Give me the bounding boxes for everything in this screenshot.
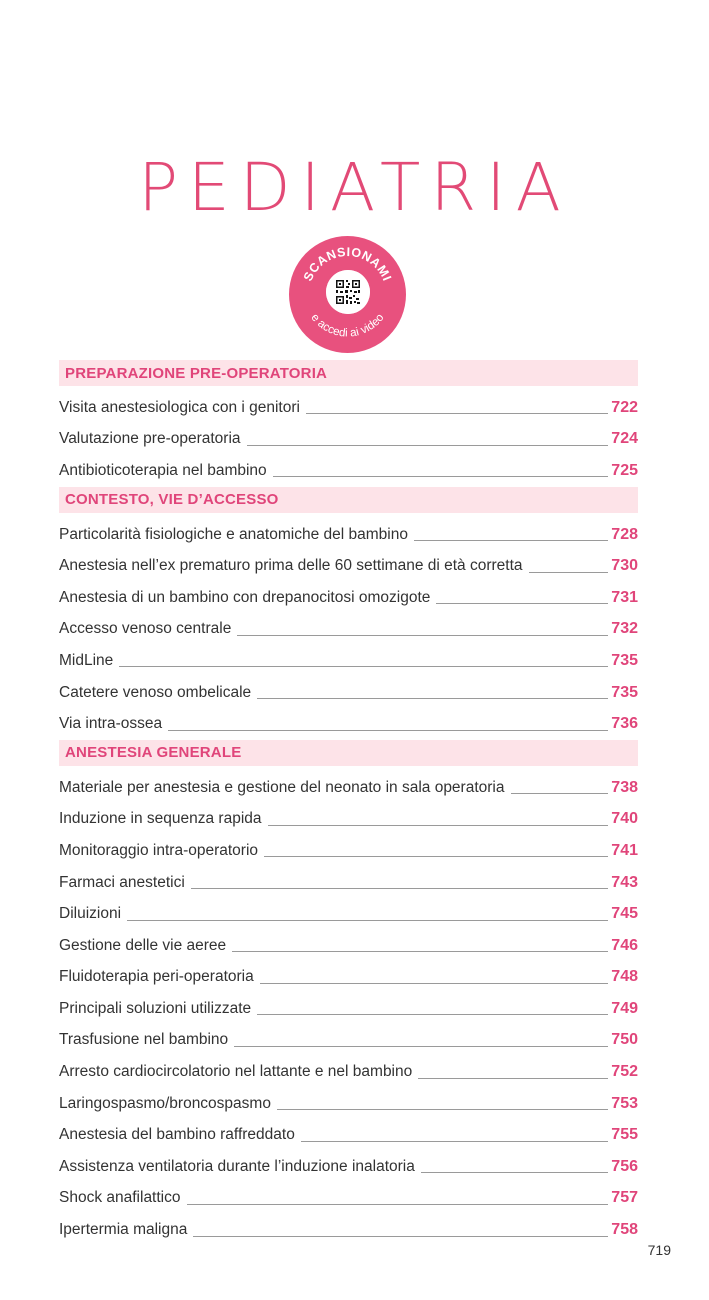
dot-leader — [232, 951, 608, 952]
toc-entry[interactable] — [59, 424, 638, 456]
toc-entry[interactable] — [59, 1214, 638, 1246]
toc-entry-label: Trasfusione nel bambino — [59, 1031, 229, 1049]
toc-entry-page: 741 — [611, 841, 638, 859]
toc-entry-label: Arresto cardiocircolatorio nel lattante e nel bambino — [59, 1063, 413, 1081]
dot-leader — [418, 1078, 608, 1079]
toc-entry-page: 753 — [611, 1094, 638, 1112]
dot-leader — [301, 1141, 608, 1142]
toc-entry-label: Ipertermia maligna — [59, 1221, 188, 1239]
dot-leader — [168, 730, 608, 731]
toc-entry-page: 755 — [611, 1126, 638, 1144]
dot-leader — [127, 920, 608, 921]
toc-entry-page: 740 — [611, 810, 638, 828]
toc-entry-label: Fluidoterapia peri-operatoria — [59, 968, 254, 986]
dot-leader — [187, 1204, 609, 1205]
toc-entry[interactable] — [59, 677, 638, 709]
dot-leader — [257, 1014, 608, 1015]
toc-entry[interactable] — [59, 455, 638, 487]
toc-entry-label: Valutazione pre-operatoria — [59, 430, 241, 448]
toc-entry-page: 722 — [611, 398, 638, 416]
toc-entry-label: Farmaci anestetici — [59, 873, 185, 891]
toc-entry[interactable] — [59, 867, 638, 899]
dot-leader — [277, 1109, 608, 1110]
dot-leader — [260, 983, 608, 984]
toc-entry[interactable] — [59, 645, 638, 677]
dot-leader — [257, 698, 608, 699]
dot-leader — [268, 825, 608, 826]
toc-entry-page: 748 — [611, 968, 638, 986]
toc-entry-label: Principali soluzioni utilizzate — [59, 999, 252, 1017]
toc-entry-page: 756 — [611, 1157, 638, 1175]
toc-entry-label: Anestesia di un bambino con drepanocitosi omozigote — [59, 588, 431, 606]
toc-entry-label: Accesso venoso centrale — [59, 620, 232, 638]
qr-code[interactable] — [326, 270, 370, 314]
toc-entry-page: 730 — [611, 557, 638, 575]
dot-leader — [436, 603, 608, 604]
toc-entry-page: 758 — [611, 1221, 638, 1239]
toc-entry[interactable] — [59, 835, 638, 867]
dot-leader — [273, 476, 608, 477]
toc-entry-label: MidLine — [59, 651, 114, 669]
dot-leader — [193, 1236, 608, 1237]
toc-entry[interactable] — [59, 1056, 638, 1088]
dot-leader — [119, 666, 608, 667]
dot-leader — [529, 572, 608, 573]
toc-entry-label: Shock anafilattico — [59, 1189, 181, 1207]
toc-entry[interactable] — [59, 614, 638, 646]
toc-entry-page: 749 — [611, 999, 638, 1017]
svg-text:e accedi ai video — [308, 312, 386, 340]
toc-entry[interactable] — [59, 392, 638, 424]
section-heading: CONTESTO, VIE D’ACCESSO — [59, 487, 638, 513]
toc-entry-label: Anestesia nell’ex prematuro prima delle 60 settimane di età corretta — [59, 557, 523, 575]
toc-entry[interactable] — [59, 898, 638, 930]
dot-leader — [421, 1172, 608, 1173]
toc-entry[interactable] — [59, 962, 638, 994]
badge-bottom-text: e accedi ai video — [308, 311, 387, 340]
toc-entry-label: Monitoraggio intra-operatorio — [59, 841, 259, 859]
toc-entry-page: 728 — [611, 525, 638, 543]
toc-entry[interactable] — [59, 1151, 638, 1183]
toc-entry-label: Induzione in sequenza rapida — [59, 810, 262, 828]
toc-entry[interactable] — [59, 708, 638, 740]
dot-leader — [191, 888, 608, 889]
toc-entry[interactable] — [59, 1183, 638, 1215]
toc-entry[interactable] — [59, 804, 638, 836]
toc-entry-label: Diluizioni — [59, 905, 122, 923]
toc-entry[interactable] — [59, 1025, 638, 1057]
toc-entry-page: 750 — [611, 1031, 638, 1049]
toc-entry-label: Visita anestesiologica con i genitori — [59, 398, 300, 416]
dot-leader — [247, 445, 608, 446]
dot-leader — [264, 856, 608, 857]
toc-entry-label: Catetere venoso ombelicale — [59, 683, 252, 701]
page-number: 719 — [647, 1242, 671, 1258]
toc-entry-label: Laringospasmo/broncospasmo — [59, 1094, 271, 1112]
section-heading: ANESTESIA GENERALE — [59, 740, 638, 766]
toc-entry-page: 735 — [611, 651, 638, 669]
dot-leader — [511, 793, 609, 794]
page-title: PEDIATRIA — [138, 149, 571, 226]
toc-entry[interactable] — [59, 550, 638, 582]
toc-entry[interactable] — [59, 993, 638, 1025]
toc-entry[interactable] — [59, 1119, 638, 1151]
toc-entry-page: 735 — [611, 683, 638, 701]
dot-leader — [234, 1046, 608, 1047]
toc-entry-page: 743 — [611, 873, 638, 891]
toc-entry-page: 746 — [611, 936, 638, 954]
toc-entry-page: 725 — [611, 461, 638, 479]
toc-entry-page: 757 — [611, 1189, 638, 1207]
toc-entry-page: 752 — [611, 1063, 638, 1081]
toc-entry[interactable] — [59, 1088, 638, 1120]
toc-entry-label: Particolarità fisiologiche e anatomiche del bambino — [59, 525, 408, 543]
toc-entry-label: Materiale per anestesia e gestione del neonato in sala operatoria — [59, 778, 505, 796]
dot-leader — [237, 635, 608, 636]
toc-entry-label: Via intra-ossea — [59, 715, 163, 733]
badge-top-text: SCANSIONAMI — [300, 244, 395, 284]
toc-entry-page: 736 — [611, 715, 638, 733]
toc-entry-page: 732 — [611, 620, 638, 638]
toc-entry-label: Gestione delle vie aeree — [59, 936, 227, 954]
toc-entry[interactable] — [59, 930, 638, 962]
toc-entry[interactable] — [59, 582, 638, 614]
toc-entry-label: Antibioticoterapia nel bambino — [59, 461, 267, 479]
toc-entry-page: 724 — [611, 430, 638, 448]
dot-leader — [306, 413, 608, 414]
table-of-contents — [59, 360, 638, 1246]
toc-entry-page: 738 — [611, 778, 638, 796]
toc-entry-label: Anestesia del bambino raffreddato — [59, 1126, 295, 1144]
toc-entry-page: 731 — [611, 588, 638, 606]
dot-leader — [414, 540, 608, 541]
toc-entry[interactable] — [59, 519, 638, 551]
qr-code-icon — [326, 270, 370, 314]
toc-entry[interactable] — [59, 772, 638, 804]
section-heading: PREPARAZIONE PRE-OPERATORIA — [59, 360, 638, 386]
toc-entry-label: Assistenza ventilatoria durante l’induzione inalatoria — [59, 1157, 415, 1175]
toc-entry-page: 745 — [611, 905, 638, 923]
